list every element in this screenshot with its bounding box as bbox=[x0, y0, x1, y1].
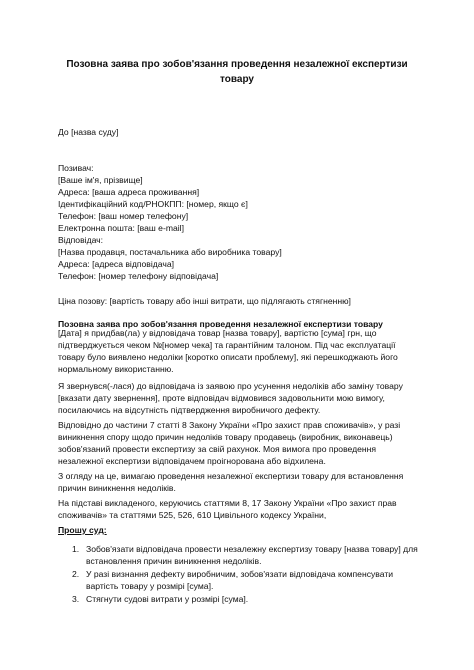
plaintiff-id-code: Ідентифікаційний код/РНОКПП: [номер, якщо є] bbox=[58, 199, 248, 209]
request-list bbox=[72, 543, 418, 606]
plaintiff-header: Позивач: bbox=[58, 163, 94, 173]
document-title: Позовна заява про зобов'язання проведення незалежної експертизи товару bbox=[66, 59, 408, 85]
court-line bbox=[58, 126, 418, 138]
plaintiff-phone: Телефон: [ваш номер телефону] bbox=[58, 211, 189, 221]
paragraph-law-basis: Відповідно до частини 7 статті 8 Закону України «Про захист прав споживачів», у разі виникнення спору щодо причин недоліків товару продавець (виробник, виконавець) зобов'язаний провести експертизу за свій рахунок. Моя вимога про проведення незалежної експертизи відповідачем проігнорована або відхилена. bbox=[58, 420, 401, 466]
request-item bbox=[72, 593, 418, 605]
defendant-block bbox=[58, 234, 418, 282]
request-header: Прошу суд: bbox=[58, 525, 107, 535]
request-text: У разі визнання дефекту виробничим, зобов'язати відповідача компенсувати вартість товару у розмірі [сума]. bbox=[86, 569, 394, 591]
defendant-header: Відповідач: bbox=[58, 235, 104, 245]
request-number: 2. bbox=[72, 569, 80, 579]
paragraph-grounds: На підставі викладеного, керуючись статтями 8, 17 Закону України «Про захист прав споживачів» та статтями 525, 526, 610 Цивільного кодексу України, bbox=[58, 498, 397, 520]
request-item bbox=[72, 543, 418, 567]
claim-subtitle: Позовна заява про зобов'язання проведення незалежної експертизи товару bbox=[58, 319, 383, 329]
claim-price: Ціна позову: [вартість товару або інші витрати, що підлягають стягненню] bbox=[58, 296, 351, 306]
paragraph-purchase: [Дата] я придбав(ла) у відповідача товар [назва товару], вартістю [сума] грн, що підтверджується чеком №[номер чека] та гарантійним талоном. Під час експлуатації товару було виявлено недоліки [коротко описати проблему], які перешкоджають його нормальному використанню. bbox=[58, 328, 398, 374]
paragraph-demand: З огляду на це, вимагаю проведення незалежної експертизи товару для встановлення причин виникнення недоліків. bbox=[58, 471, 404, 493]
court-name: До [назва суду] bbox=[58, 127, 119, 137]
defendant-name: [Назва продавця, постачальника або виробника товару] bbox=[58, 247, 282, 257]
plaintiff-block bbox=[58, 162, 418, 234]
request-text: Зобов'язати відповідача провести незалежну експертизу товару [назва товару] для встановлення причин виникнення недоліків. bbox=[86, 544, 418, 566]
plaintiff-email: Електронна пошта: [ваш e-mail] bbox=[58, 223, 184, 233]
paragraph-appeal: Я звернувся(-лася) до відповідача із заявою про усунення недоліків або заміну товару [вказати дату звернення], проте відповідач відмовився задовольнити мою вимогу, посилаючись на відсутність підтвердження виробничого дефекту. bbox=[58, 381, 403, 415]
request-number: 1. bbox=[72, 544, 80, 554]
defendant-address: Адреса: [адреса відповідача] bbox=[58, 259, 175, 269]
claim-price-line bbox=[58, 295, 418, 307]
plaintiff-address: Адреса: [ваша адреса проживання] bbox=[58, 187, 200, 197]
request-text: Стягнути судові витрати у розмірі [сума]. bbox=[86, 594, 249, 604]
request-item bbox=[72, 568, 418, 592]
defendant-phone: Телефон: [номер телефону відповідача] bbox=[58, 271, 219, 281]
plaintiff-name: [Ваше ім'я, прізвище] bbox=[58, 175, 143, 185]
request-number: 3. bbox=[72, 594, 80, 604]
